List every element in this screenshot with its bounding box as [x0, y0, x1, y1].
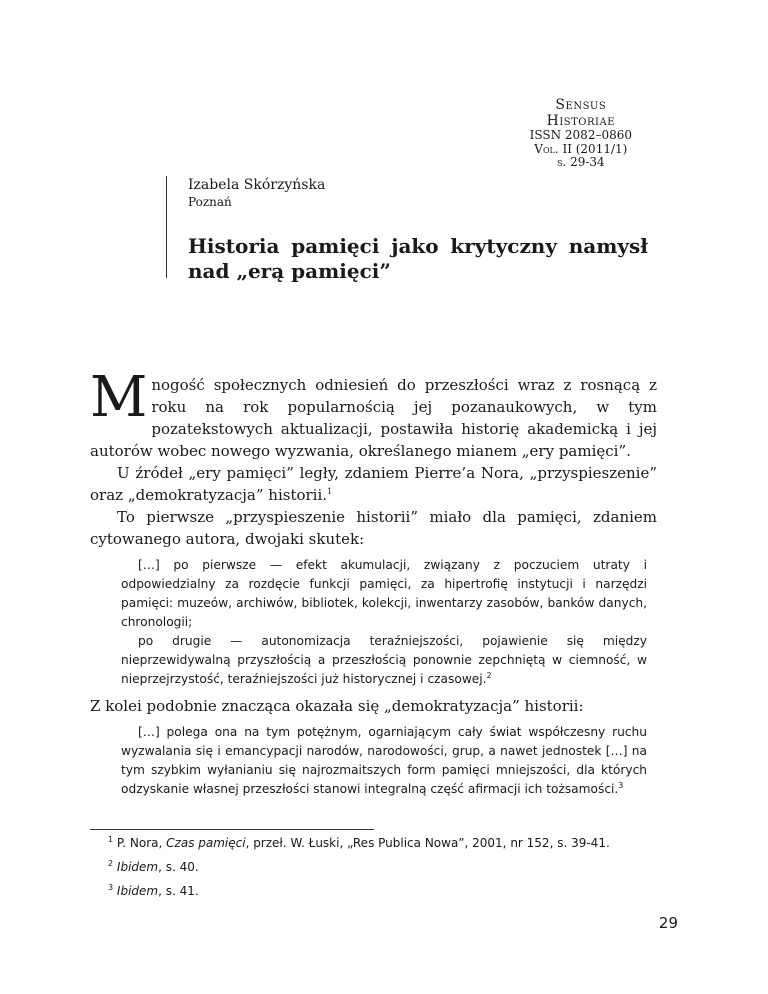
drop-cap: M	[90, 365, 148, 430]
title-line2: nad „erą pamięci”	[188, 259, 391, 283]
block-quote-2	[121, 723, 647, 799]
block-quote-1	[121, 556, 647, 689]
footnote-1-number: 1	[108, 835, 114, 844]
author-name: Izabela Skórzyńska	[188, 177, 326, 193]
paragraph-2	[90, 462, 657, 506]
title-line1: Historia pamięci jako krytyczny namysł	[188, 234, 648, 258]
journal-name-line1: Sensus	[555, 97, 607, 113]
paragraph-3-text: To pierwsze „przyspieszenie historii” miało dla pamięci, zdaniem cytowanego autora, dwojaki skutek:	[90, 508, 657, 548]
quote-2-body: […] polega ona na tym potężnym, ogarniającym cały świat współczesny ruchu wyzwalania się i emancypacji narodów, narodowości, grup, a nawet jednostek […] na tym szybkim wyłanianiu się najrozmaitszych form pamięci mniejszości, dla których odzyskanie własnej przeszłości stanowi integralną część afirmacji ich tożsamości.	[121, 725, 647, 796]
footnote-1-pre: P. Nora,	[116, 836, 167, 850]
footnote-3-italic: Ibidem	[116, 884, 159, 898]
footnote-ref-1[interactable]: 1	[327, 487, 333, 496]
journal-name	[530, 98, 632, 129]
journal-meta	[530, 129, 632, 169]
journal-issn: ISSN 2082–0860	[529, 128, 632, 143]
footnote-2-number: 2	[108, 859, 114, 868]
footnote-1	[90, 836, 657, 851]
footnote-3-post: , s. 41.	[158, 884, 199, 898]
footnotes	[90, 836, 657, 908]
paragraph-1	[90, 365, 657, 462]
footnote-ref-2[interactable]: 2	[486, 670, 492, 680]
article-heading	[166, 176, 648, 283]
paragraph-1-text: nogość społecznych odniesień do przeszłości wraz z rosnącą z roku na rok popularnością jej pozanaukowych, w tym pozatekstowych aktualizacji, postawiła historię akademicką i jej autorów wobec nowego wyzwania, określanego mianem „ery pamięci”.	[90, 376, 657, 460]
quote-1-part-b-text: po drugie — autonomizacja teraźniejszości, pojawienie się między nieprzewidywalną przyszłością a przeszłością ponownie zepchniętą w ciemność, w nieprzejrzystość, teraźniejszości już historycznej i czasowej.	[121, 634, 647, 686]
footnote-divider	[90, 829, 374, 830]
footnote-1-post: , przeł. W. Łuski, „Res Publica Nowa”, 2001, nr 152, s. 39-41.	[245, 836, 610, 850]
quote-2-text	[121, 723, 647, 799]
journal-pages: s. 29-34	[556, 155, 605, 170]
footnote-2-italic: Ibidem	[116, 860, 159, 874]
paragraph-4	[90, 695, 657, 717]
footnote-ref-3[interactable]: 3	[618, 780, 624, 790]
paragraph-3	[90, 506, 657, 550]
footnote-2	[90, 860, 657, 875]
article-body	[90, 365, 657, 805]
journal-volume: Vol. II (2011/1)	[534, 141, 628, 156]
footnote-1-italic: Czas pamięci	[166, 836, 246, 850]
quote-1-part-a: […] po pierwsze — efekt akumulacji, związany z poczuciem utraty i odpowiedzialny za rozdęcie funkcji pamięci, za hipertrofię instytucji i narzędzi pamięci: muzeów, archiwów, bibliotek, kolekcji, inwentarzy zasobów, banków danych, chronologii;	[121, 558, 647, 629]
journal-name-line2: Historiae	[546, 112, 615, 129]
footnote-3	[90, 884, 657, 899]
footnote-3-number: 3	[108, 883, 114, 892]
article-title	[188, 234, 648, 284]
paragraph-4-text: Z kolei podobnie znacząca okazała się „demokratyzacja” historii:	[90, 697, 584, 715]
page-number: 29	[658, 914, 678, 932]
journal-header	[530, 98, 632, 170]
author-affiliation: Poznań	[188, 195, 232, 209]
paragraph-2-text: U źródeł „ery pamięci” legły, zdaniem Pierre’a Nora, „przyspieszenie” oraz „demokratyzacja” historii.	[90, 464, 657, 504]
quote-1-part-b	[121, 632, 647, 689]
footnote-2-post: , s. 40.	[158, 860, 199, 874]
